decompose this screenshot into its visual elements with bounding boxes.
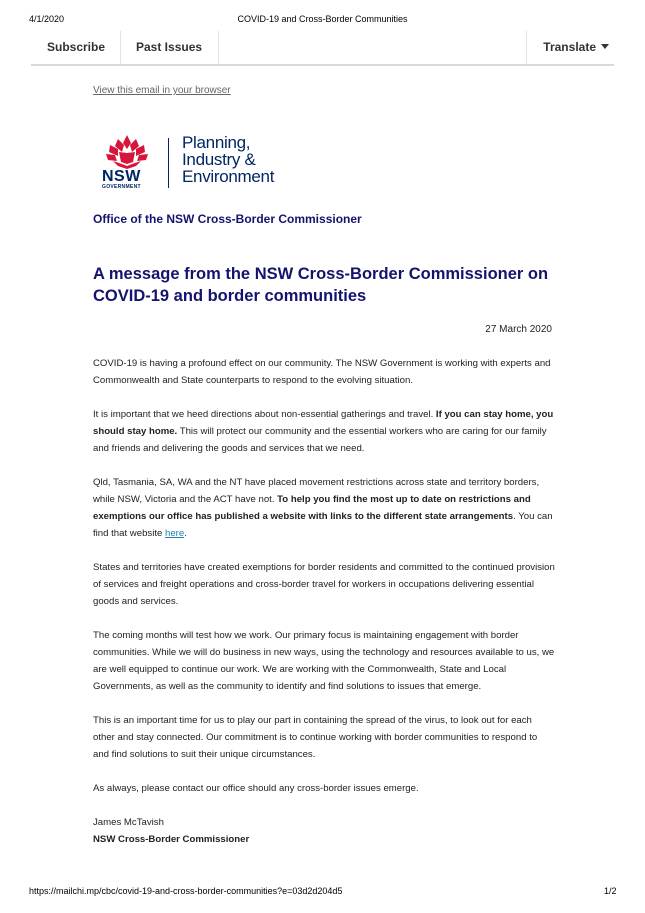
translate-label: Translate bbox=[543, 40, 596, 54]
paragraph-2-bold: If you can stay home, you should stay home. bbox=[93, 409, 554, 437]
message-date: 27 March 2020 bbox=[485, 324, 552, 335]
paragraph-4: States and territories have created exemptions for border residents and committed to the continued provision of services and freight operations and cross-border travel for workers in occupations delivering essential goods and services. bbox=[93, 562, 555, 607]
department-name bbox=[182, 134, 274, 185]
nsw-government-label: GOVERNMENT bbox=[102, 184, 141, 190]
translate-dropdown[interactable] bbox=[526, 31, 614, 64]
paragraph-6: This is an important time for us to play our part in containing the spread of the virus, to look out for each other and stay connected. Our commitment is to continue working with border communities to respond to and find solutions to suit their unique circumstances. bbox=[93, 715, 538, 760]
top-nav bbox=[31, 31, 614, 66]
print-page-number: 1/2 bbox=[604, 886, 617, 896]
paragraph-2-text-a: It is important that we heed directions about non-essential gatherings and travel. bbox=[93, 409, 436, 420]
subscribe-button[interactable]: Subscribe bbox=[31, 31, 121, 64]
paragraph-3-text-c: . You can find that website bbox=[93, 511, 553, 539]
signature-name: James McTavish bbox=[93, 817, 164, 828]
print-url: https://mailchi.mp/cbc/covid-19-and-cross-border-communities?e=03d2d204d5 bbox=[29, 886, 343, 896]
department-line-2: Industry & bbox=[182, 150, 256, 169]
paragraph-1: COVID-19 is having a profound effect on our community. The NSW Government is working with experts and Commonwealth and State counterparts to respond to the evolving situation. bbox=[93, 358, 551, 386]
paragraph-5: The coming months will test how we work. Our primary focus is maintaining engagement with border communities. While we will do business in new ways, using the technology and resources available to us, we are well equipped to continue our work. We are working with the Commonwealth, State and Local Governments, as well as the community to identify and find solutions to issues that emerge. bbox=[93, 630, 555, 692]
paragraph-3-text-a: Qld, Tasmania, SA, WA and the NT have placed movement restrictions across state and territory borders, while NSW, Victoria and the ACT have not. bbox=[93, 477, 540, 505]
paragraph-3-text-d: . bbox=[184, 528, 187, 539]
paragraph-7: As always, please contact our office should any cross-border issues emerge. bbox=[93, 783, 419, 794]
message-body bbox=[93, 355, 555, 865]
nsw-wordmark: NSW bbox=[102, 168, 141, 185]
print-date: 4/1/2020 bbox=[29, 14, 65, 24]
department-line-3: Environment bbox=[182, 167, 275, 186]
department-line-1: Planning, bbox=[182, 133, 251, 152]
print-title: COVID-19 and Cross-Border Communities bbox=[237, 14, 408, 24]
logo-divider bbox=[168, 138, 169, 188]
print-header bbox=[0, 14, 645, 28]
waratah-icon bbox=[106, 135, 148, 169]
office-title: Office of the NSW Cross-Border Commissioner bbox=[93, 212, 362, 226]
signature-role: NSW Cross-Border Commissioner bbox=[93, 834, 250, 845]
paragraph-3 bbox=[93, 474, 555, 542]
signature bbox=[93, 814, 555, 848]
paragraph-2 bbox=[93, 406, 555, 457]
past-issues-button[interactable]: Past Issues bbox=[120, 31, 219, 64]
paragraph-2-text-c: This will protect our community and the essential workers who are caring for our family and friends and delivering the goods and services that we need. bbox=[93, 426, 547, 454]
paragraph-3-bold: To help you find the most up to date on restrictions and exemptions our office has published a website with links to the different state arrangements bbox=[93, 494, 531, 522]
view-in-browser-link[interactable]: View this email in your browser bbox=[93, 85, 231, 96]
headline: A message from the NSW Cross-Border Commissioner on COVID-19 and border communities bbox=[93, 265, 549, 305]
website-here-link[interactable]: here bbox=[165, 528, 185, 539]
caret-down-icon bbox=[601, 44, 609, 49]
